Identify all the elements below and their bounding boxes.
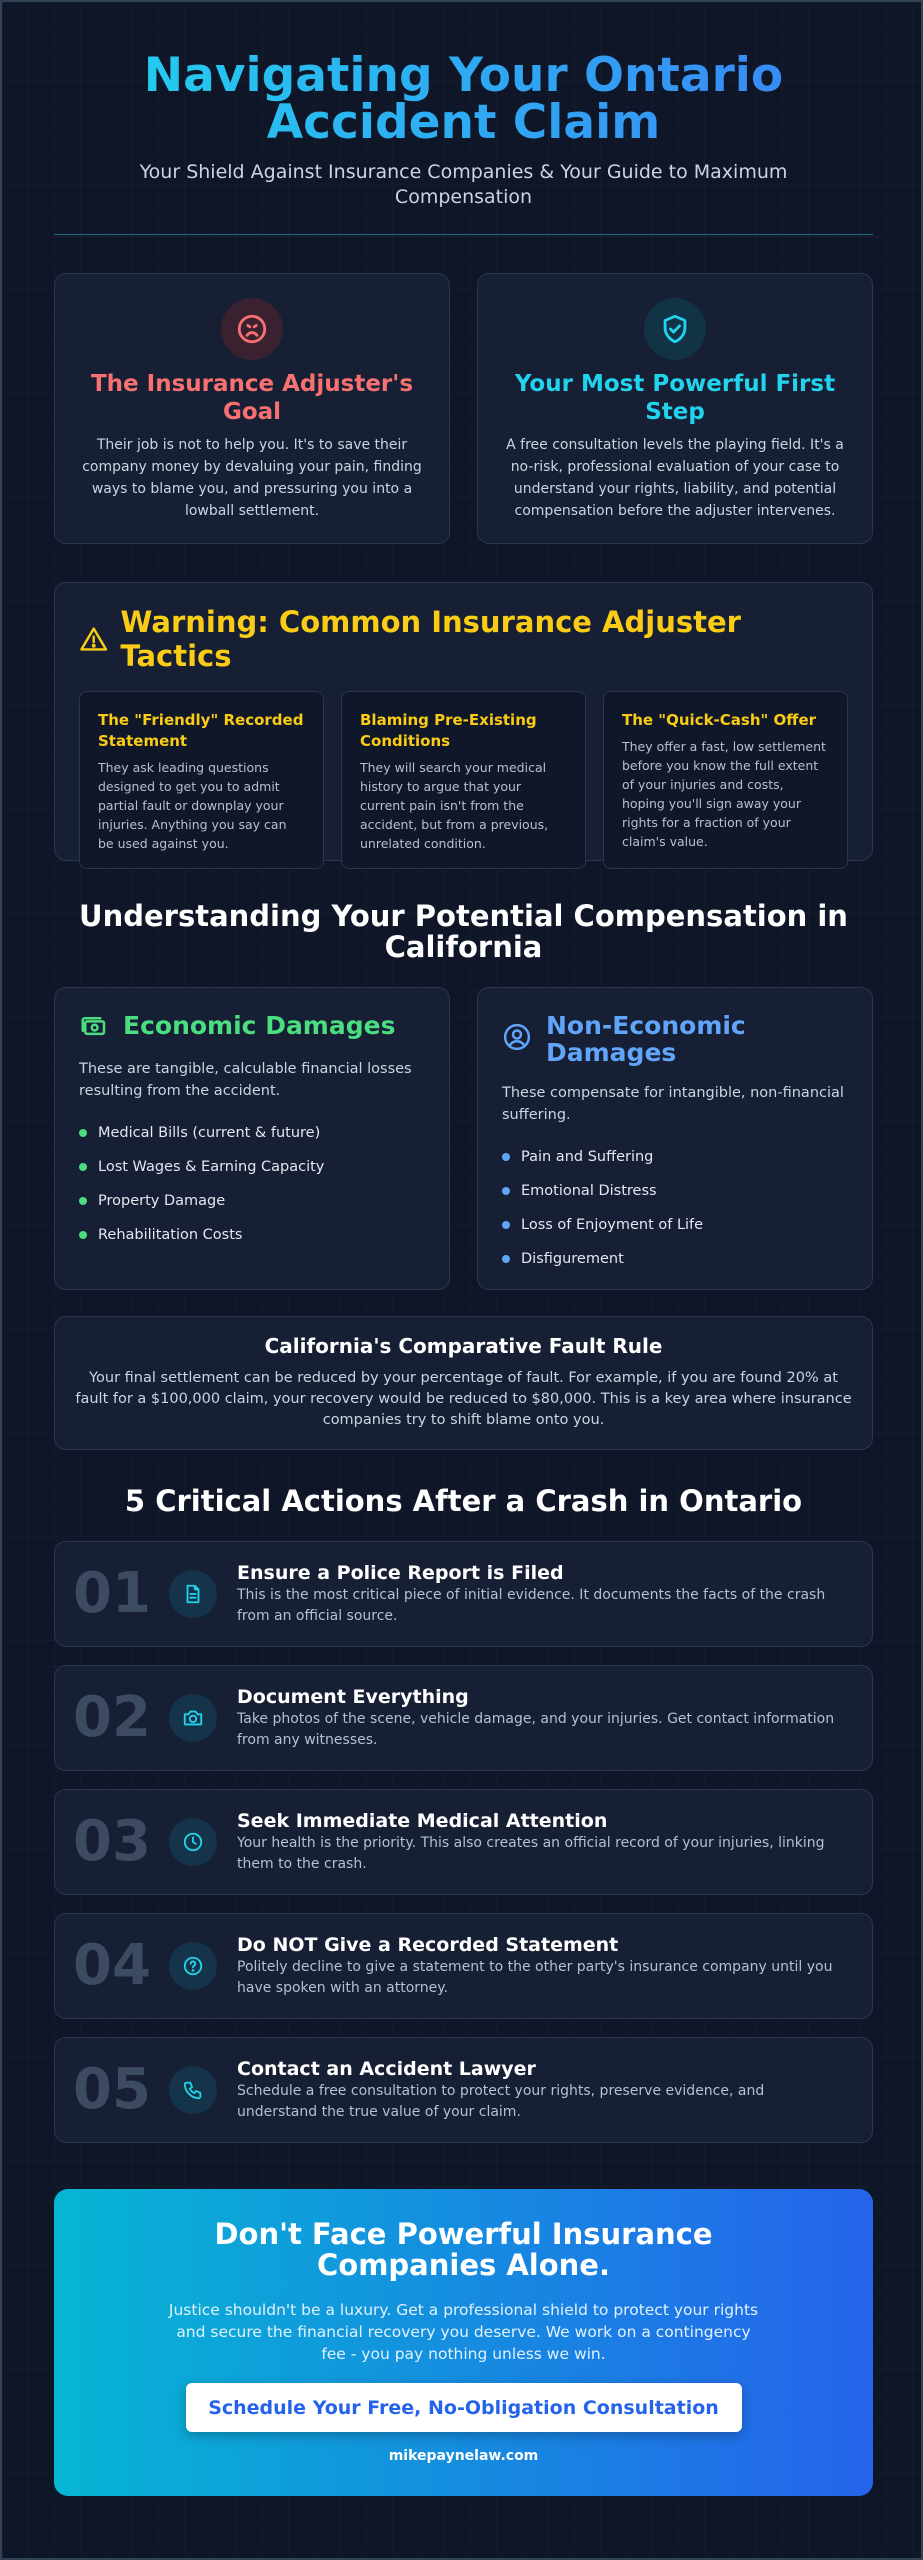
first-step-text: A free consultation levels the playing field. It's a no-risk, professional evaluation of your case to understand your rights, liability, and potential compensation before the adjuster intervenes. bbox=[506, 437, 844, 519]
website-link[interactable]: mikepaynelaw.com bbox=[388, 2448, 539, 2464]
non-economic-title: Non-Economic Damages bbox=[546, 1011, 746, 1067]
clock-icon bbox=[169, 1818, 217, 1866]
list-item bbox=[502, 1140, 848, 1174]
tactic-card bbox=[603, 691, 848, 869]
document-icon bbox=[169, 1570, 217, 1618]
header-divider bbox=[54, 234, 873, 235]
list-item bbox=[502, 1242, 848, 1276]
economic-header bbox=[79, 1012, 425, 1042]
list-item-label: Lost Wages & Earning Capacity bbox=[98, 1159, 325, 1175]
shield-check-icon bbox=[644, 298, 706, 360]
fault-rule-card bbox=[54, 1316, 873, 1450]
warning-title: Warning: Common Insurance Adjuster Tactics bbox=[120, 605, 741, 673]
action-text bbox=[237, 1934, 847, 1999]
economic-title: Economic Damages bbox=[123, 1011, 396, 1040]
action-text bbox=[237, 1810, 847, 1875]
action-number: 01 bbox=[73, 1561, 151, 1626]
list-item bbox=[79, 1184, 425, 1218]
action-description: This is the most critical piece of initial evidence. It documents the facts of the crash from an official source. bbox=[237, 1586, 826, 1624]
list-item-label: Medical Bills (current & future) bbox=[98, 1125, 321, 1141]
schedule-consultation-button[interactable]: Schedule Your Free, No-Obligation Consultation bbox=[186, 2383, 742, 2432]
action-number: 04 bbox=[73, 1933, 151, 1998]
action-description: Schedule a free consultation to protect your rights, preserve evidence, and understand the true value of your claim. bbox=[237, 2082, 765, 2120]
cta-title: Don't Face Powerful Insurance Companies Alone. bbox=[214, 2217, 713, 2282]
list-item bbox=[79, 1116, 425, 1150]
bullet-dot bbox=[79, 1129, 87, 1137]
economic-description: These are tangible, calculable financial losses resulting from the accident. bbox=[79, 1061, 412, 1099]
list-item bbox=[79, 1150, 425, 1184]
action-item bbox=[54, 2037, 873, 2143]
tactic-card bbox=[341, 691, 586, 869]
compensation-cards bbox=[54, 987, 873, 1290]
action-number: 03 bbox=[73, 1809, 151, 1874]
cta-banner bbox=[54, 2189, 873, 2496]
bullet-dot bbox=[79, 1197, 87, 1205]
list-item-label: Emotional Distress bbox=[521, 1183, 657, 1199]
bullet-dot bbox=[502, 1221, 510, 1229]
first-step-card bbox=[477, 273, 873, 544]
bullet-dot bbox=[502, 1153, 510, 1161]
warning-triangle-icon bbox=[79, 624, 108, 654]
action-item bbox=[54, 1665, 873, 1771]
action-number: 02 bbox=[73, 1685, 151, 1750]
adjuster-goal-title: The Insurance Adjuster's Goal bbox=[90, 371, 414, 425]
action-title: Do NOT Give a Recorded Statement bbox=[237, 1933, 619, 1956]
list-item-label: Pain and Suffering bbox=[521, 1149, 654, 1165]
action-description: Your health is the priority. This also creates an official record of your injuries, linking them to the crash. bbox=[237, 1834, 825, 1872]
economic-list bbox=[79, 1116, 425, 1252]
action-number: 05 bbox=[73, 2057, 151, 2122]
fault-rule-title: California's Comparative Fault Rule bbox=[264, 1334, 663, 1358]
bullet-dot bbox=[79, 1163, 87, 1171]
warning-panel bbox=[54, 582, 873, 861]
economic-damages-card bbox=[54, 987, 450, 1290]
tactic-text: They will search your medical history to argue that your current pain isn't from the accident, but from a previous, unrelated condition. bbox=[360, 760, 549, 851]
page-subtitle: Your Shield Against Insurance Companies & Your Guide to Maximum Compensation bbox=[139, 161, 788, 208]
bullet-dot bbox=[79, 1231, 87, 1239]
list-item-label: Rehabilitation Costs bbox=[98, 1227, 243, 1243]
action-title: Ensure a Police Report is Filed bbox=[237, 1561, 564, 1584]
list-item bbox=[79, 1218, 425, 1252]
actions-list bbox=[54, 1541, 873, 2143]
action-title: Seek Immediate Medical Attention bbox=[237, 1809, 608, 1832]
action-item bbox=[54, 1541, 873, 1647]
list-item bbox=[502, 1208, 848, 1242]
actions-title: 5 Critical Actions After a Crash in Ontario bbox=[124, 1484, 803, 1518]
fault-rule-text: Your final settlement can be reduced by your percentage of fault. For example, if you are found 20% at fault for a $100,000 claim, your recovery would be reduced to $80,000. This is a key area where insurance companies try to shift blame onto you. bbox=[75, 1370, 852, 1428]
action-text bbox=[237, 1562, 847, 1627]
bullet-dot bbox=[502, 1255, 510, 1263]
non-economic-damages-card bbox=[477, 987, 873, 1290]
tactic-card bbox=[79, 691, 324, 869]
action-description: Politely decline to give a statement to the other party's insurance company until you have spoken with an attorney. bbox=[237, 1958, 833, 1996]
question-icon bbox=[169, 1942, 217, 1990]
action-text bbox=[237, 1686, 847, 1751]
user-circle-icon bbox=[502, 1022, 532, 1052]
tactic-text: They offer a fast, low settlement before you know the full extent of your injuries and costs, hoping you'll sign away your rights for a fraction of your claim's value. bbox=[622, 739, 826, 849]
action-item bbox=[54, 1789, 873, 1895]
tactic-title: The "Quick-Cash" Offer bbox=[622, 711, 817, 729]
action-item bbox=[54, 1913, 873, 2019]
intro-cards bbox=[54, 273, 873, 544]
action-title: Document Everything bbox=[237, 1685, 469, 1708]
non-economic-description: These compensate for intangible, non-financial suffering. bbox=[502, 1085, 844, 1123]
cta-text: Justice shouldn't be a luxury. Get a professional shield to protect your rights and secure the financial recovery you deserve. We work on a contingency fee - you pay nothing unless we win. bbox=[168, 2301, 759, 2363]
non-economic-list bbox=[502, 1140, 848, 1276]
list-item bbox=[502, 1174, 848, 1208]
list-item-label: Loss of Enjoyment of Life bbox=[521, 1217, 704, 1233]
camera-icon bbox=[169, 1694, 217, 1742]
action-text bbox=[237, 2058, 847, 2123]
content-column bbox=[54, 2, 873, 2496]
compensation-title: Understanding Your Potential Compensation in California bbox=[79, 899, 848, 964]
adjuster-goal-card bbox=[54, 273, 450, 544]
list-item-label: Property Damage bbox=[98, 1193, 226, 1209]
page-title: Navigating Your Ontario Accident Claim bbox=[54, 52, 873, 146]
tactic-title: The "Friendly" Recorded Statement bbox=[98, 711, 304, 750]
list-item-label: Disfigurement bbox=[521, 1251, 624, 1267]
money-icon bbox=[79, 1012, 109, 1042]
sad-face-icon bbox=[221, 298, 283, 360]
action-title: Contact an Accident Lawyer bbox=[237, 2057, 536, 2080]
bullet-dot bbox=[502, 1187, 510, 1195]
action-description: Take photos of the scene, vehicle damage, and your injuries. Get contact information from any witnesses. bbox=[237, 1710, 835, 1748]
phone-icon bbox=[169, 2066, 217, 2114]
first-step-title: Your Most Powerful First Step bbox=[514, 371, 836, 425]
adjuster-goal-text: Their job is not to help you. It's to save their company money by devaluing your pain, finding ways to blame you, and pressuring you into a lowball settlement. bbox=[82, 437, 422, 519]
tactics-list bbox=[79, 691, 848, 869]
tactic-text: They ask leading questions designed to get you to admit partial fault or downplay your injuries. Anything you say can be used against you. bbox=[98, 760, 287, 851]
tactic-title: Blaming Pre-Existing Conditions bbox=[360, 711, 537, 750]
warning-header bbox=[79, 605, 848, 673]
non-economic-header bbox=[502, 1012, 848, 1066]
